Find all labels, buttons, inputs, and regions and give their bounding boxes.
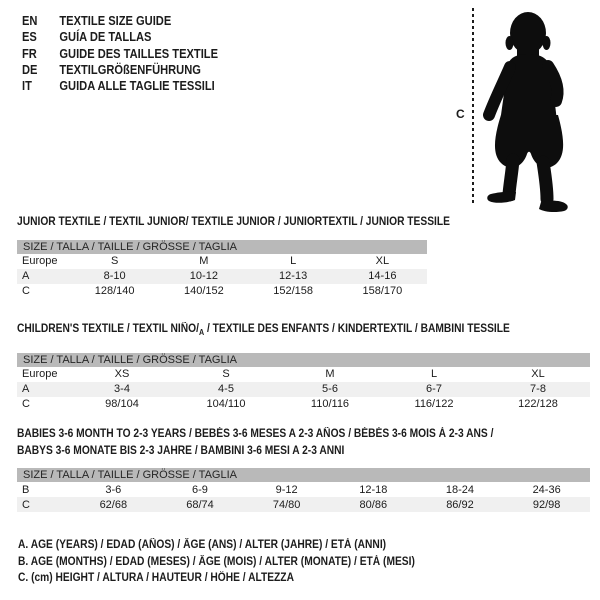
table-title-part: BABYS 3-6 MONATE BIS 2-3 JAHRE / BAMBINI 3-6 MESI A 2-3 ANNI xyxy=(17,445,345,457)
legend-line xyxy=(18,554,464,571)
cell-value: 3-4 xyxy=(114,383,130,395)
language-label: GUIDE DES TAILLES TEXTILE xyxy=(59,46,219,61)
language-row-text xyxy=(22,13,171,29)
cell-value: 110/116 xyxy=(310,398,350,410)
size-header-bar: SIZE / TALLA / TAILLE / GRÖSSE / TAGLIA xyxy=(17,240,427,254)
cell-value: 116/122 xyxy=(414,398,454,410)
legend-line-text: A. AGE (YEARS) / EDAD (AÑOS) / ÂGE (ANS) / ALTER (JAHRE) / ETÀ (ANNI) xyxy=(18,539,387,551)
childrens-textile-table xyxy=(17,323,590,412)
baby-silhouette-icon xyxy=(479,2,599,214)
table-title xyxy=(17,323,590,340)
cell-value: 8-10 xyxy=(103,270,126,282)
row-label: C xyxy=(22,398,30,410)
cell-value: XL xyxy=(375,255,390,267)
cell-value: 10-12 xyxy=(189,270,218,282)
cell-value: M xyxy=(199,255,209,267)
cell-value: 14-16 xyxy=(368,270,397,282)
cell-value: 18-24 xyxy=(445,483,475,496)
language-label: GUÍA DE TALLAS xyxy=(59,30,152,45)
cell-value: 92/98 xyxy=(532,498,561,511)
cell-value: 6-9 xyxy=(192,483,208,496)
language-row xyxy=(22,78,242,94)
table-row xyxy=(17,284,427,299)
cell-value: S xyxy=(110,255,119,267)
table-title-subscript: A xyxy=(198,328,205,337)
cell-value: 62/68 xyxy=(99,498,128,511)
table-row xyxy=(17,367,590,382)
table-row xyxy=(17,382,590,397)
cell-value: 98/104 xyxy=(105,398,139,410)
table-row xyxy=(17,254,427,269)
language-code: FR xyxy=(22,46,37,61)
cell-value: L xyxy=(430,368,438,380)
table-row xyxy=(17,269,427,284)
language-row-text xyxy=(22,78,215,94)
language-row-text xyxy=(22,46,218,62)
table-title xyxy=(17,426,590,443)
row-label: A xyxy=(22,383,30,395)
table-title-text xyxy=(17,426,493,443)
table-title-part: / TEXTILE DES ENFANTS / KINDERTEXTIL / BAMBINI TESSILE xyxy=(204,323,510,335)
table-row xyxy=(17,482,590,497)
language-code: DE xyxy=(22,62,38,77)
size-table xyxy=(17,482,590,512)
table-title-text xyxy=(17,323,510,340)
cell-value: 158/170 xyxy=(362,285,403,297)
table-title-part: JUNIOR TEXTILE / TEXTIL JUNIOR/ TEXTILE JUNIOR / JUNIORTEXTIL / JUNIOR TESSILE xyxy=(17,216,450,228)
cell-value: 122/128 xyxy=(518,398,558,410)
size-table xyxy=(17,367,590,412)
cell-value: 152/158 xyxy=(273,285,313,297)
table-title xyxy=(17,443,590,460)
cell-value: L xyxy=(290,255,297,267)
cell-value: S xyxy=(222,368,230,380)
language-row-text xyxy=(22,62,201,78)
row-label: Europe xyxy=(22,368,58,380)
language-row xyxy=(22,46,242,62)
cell-value: 68/74 xyxy=(186,498,214,511)
cell-value: XS xyxy=(114,368,130,380)
language-title-block xyxy=(22,13,242,94)
language-code: EN xyxy=(22,14,38,28)
cell-value: 12-18 xyxy=(359,483,388,496)
language-row xyxy=(22,13,242,29)
language-row xyxy=(22,62,242,78)
junior-textile-table xyxy=(17,216,450,299)
language-row xyxy=(22,29,242,45)
cell-value: 128/140 xyxy=(94,285,135,297)
cell-value: 5-6 xyxy=(322,383,338,395)
language-code: ES xyxy=(22,30,37,45)
table-title-text xyxy=(17,443,344,460)
cell-value: XL xyxy=(531,368,545,380)
measurement-legend xyxy=(18,537,464,587)
cell-value: 12-13 xyxy=(279,270,308,282)
cell-value: 7-8 xyxy=(530,383,546,395)
cell-value: 86/92 xyxy=(446,498,474,511)
size-header-bar: SIZE / TALLA / TAILLE / GRÖSSE / TAGLIA xyxy=(17,353,590,367)
cell-value: 104/110 xyxy=(206,398,246,410)
table-title-part: BABIES 3-6 MONTH TO 2-3 YEARS / BEBÉS 3-6 MESES A 2-3 AÑOS / BÉBÉS 3-6 MOIS À 2-3 ANS / xyxy=(17,428,494,440)
size-table xyxy=(17,254,427,299)
table-title xyxy=(17,216,450,229)
cell-value: M xyxy=(325,368,335,380)
size-header-bar: SIZE / TALLA / TAILLE / GRÖSSE / TAGLIA xyxy=(17,468,590,482)
row-label: Europe xyxy=(22,255,58,267)
cell-value: 80/86 xyxy=(359,498,388,511)
legend-line xyxy=(18,537,464,554)
legend-line-text: C. (cm) HEIGHT / ALTURA / HAUTEUR / HÖHE / ALTEZZA xyxy=(18,572,294,584)
cell-value: 74/80 xyxy=(272,498,301,511)
cell-value: 4-5 xyxy=(218,383,234,395)
cell-value: 3-6 xyxy=(105,483,122,496)
legend-line xyxy=(18,570,464,587)
table-row xyxy=(17,497,590,512)
table-row xyxy=(17,397,590,412)
language-label: TEXTILGRÖßENFÜHRUNG xyxy=(59,62,201,77)
cell-value: 9-12 xyxy=(275,483,298,496)
babies-textile-table xyxy=(17,426,590,512)
row-label: A xyxy=(22,270,30,282)
language-code: IT xyxy=(22,79,32,94)
height-measure-dotted-line xyxy=(472,8,474,205)
table-title-text xyxy=(17,216,450,229)
cell-value: 140/152 xyxy=(183,285,224,297)
cell-value: 6-7 xyxy=(426,383,442,395)
row-label: C xyxy=(22,285,30,297)
language-label: TEXTILE SIZE GUIDE xyxy=(59,14,172,28)
legend-line-text: B. AGE (MONTHS) / EDAD (MESES) / ÂGE (MOIS) / ALTER (MONATE) / ETÀ (MESI) xyxy=(18,555,415,568)
language-label: GUIDA ALLE TAGLIE TESSILI xyxy=(59,79,215,94)
cell-value: 24-36 xyxy=(532,483,561,496)
row-label: C xyxy=(22,498,30,511)
table-title-part: CHILDREN'S TEXTILE / TEXTIL NIÑO/ xyxy=(17,323,199,335)
language-row-text xyxy=(22,29,151,45)
height-measure-label: C xyxy=(456,107,465,121)
row-label: B xyxy=(22,483,30,496)
